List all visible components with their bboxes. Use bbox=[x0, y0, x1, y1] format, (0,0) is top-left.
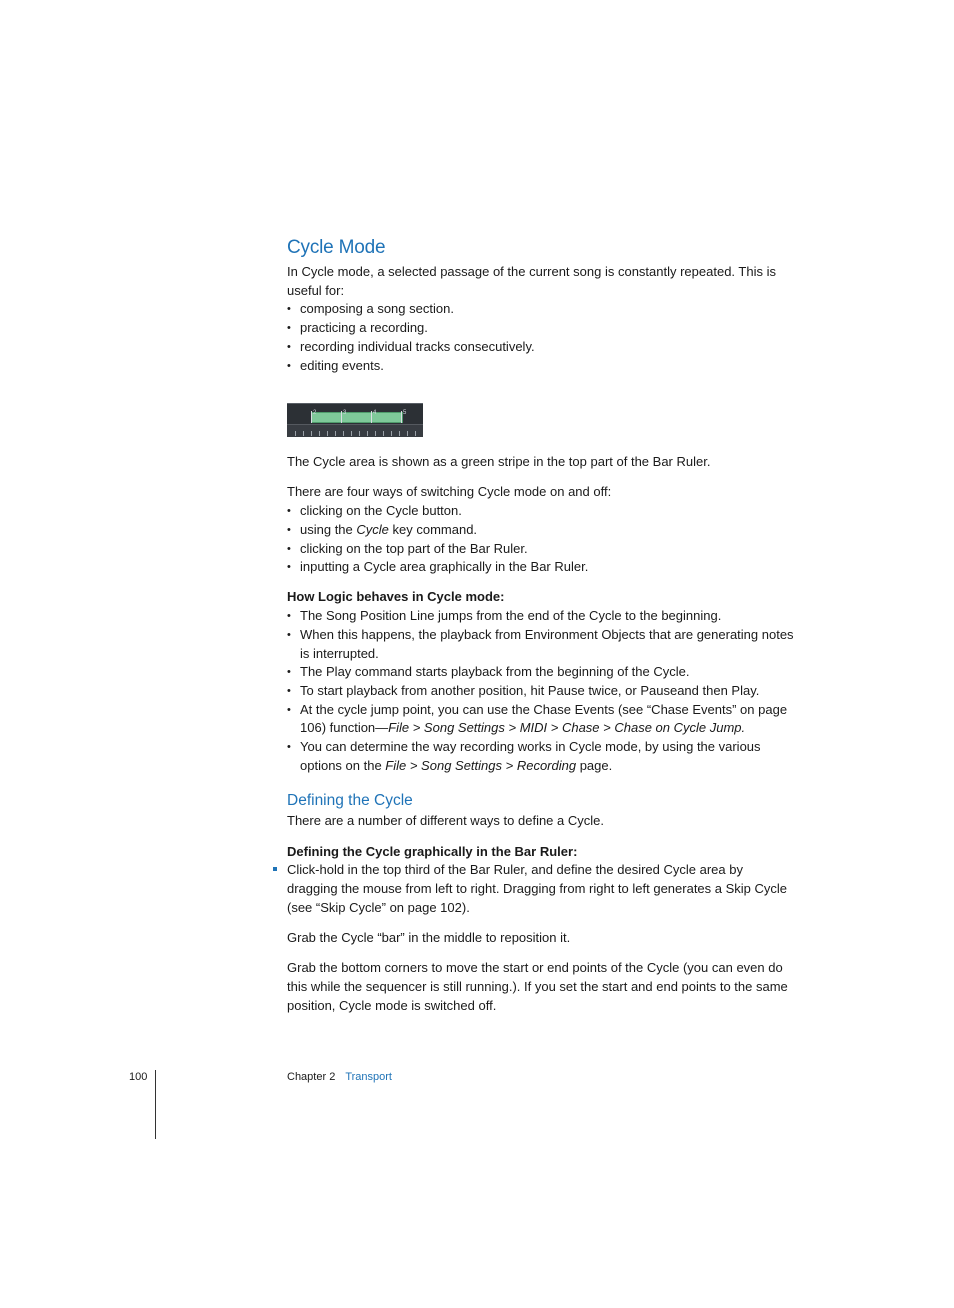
behaves-heading: How Logic behaves in Cycle mode: bbox=[287, 589, 505, 605]
list-item: • The Play command starts playback from the beginning of the Cycle. bbox=[287, 663, 797, 682]
list-item: • editing events. bbox=[287, 357, 797, 376]
step-item: Click-hold in the top third of the Bar Ruler, and define the desired Cycle area by dragging the mouse from left to right. Dragging from right to left generates a Skip Cycle (see “Skip Cycle” on page 102). bbox=[287, 861, 797, 917]
list-item: • using the Cycle key command. bbox=[287, 521, 797, 540]
footer-divider bbox=[155, 1070, 156, 1139]
list-item: • clicking on the Cycle button. bbox=[287, 502, 797, 521]
list-item: • recording individual tracks consecutively. bbox=[287, 338, 797, 357]
list-item: • You can determine the way recording works in Cycle mode, by using the various options on the File > Song Settings > Recording page. bbox=[287, 738, 797, 775]
cycle-area-paragraph: The Cycle area is shown as a green stripe in the top part of the Bar Ruler. bbox=[287, 454, 711, 470]
ruler-bottom-strip bbox=[287, 424, 423, 437]
graphic-heading: Defining the Cycle graphically in the Bar Ruler: bbox=[287, 843, 578, 859]
bar-tick bbox=[341, 411, 342, 423]
chapter-label: Chapter 2 bbox=[287, 1071, 336, 1083]
list-item: • At the cycle jump point, you can use the Chase Events (see “Chase Events” on page 106) function—File > Song Settings > MIDI > Chase > Chase on Cycle Jump. bbox=[287, 701, 797, 738]
intro-paragraph: In Cycle mode, a selected passage of the current song is constantly repeated. This is useful for: bbox=[287, 264, 776, 298]
bar-number: 3 bbox=[343, 410, 347, 417]
bar-number: 4 bbox=[373, 410, 377, 417]
list-item: • The Song Position Line jumps from the end of the Cycle to the beginning. bbox=[287, 607, 797, 626]
graphic-steps bbox=[287, 861, 797, 917]
bar-tick bbox=[311, 411, 312, 423]
list-item: • composing a song section. bbox=[287, 300, 797, 319]
section-title: Cycle Mode bbox=[287, 237, 386, 258]
footer-chapter bbox=[287, 1071, 392, 1083]
cycle-area bbox=[311, 412, 403, 423]
list-item: • practicing a recording. bbox=[287, 319, 797, 338]
bar-number: 5 bbox=[403, 410, 407, 417]
page-content bbox=[287, 236, 797, 1015]
page-number: 100 bbox=[129, 1071, 148, 1083]
grab-bar-paragraph: Grab the Cycle “bar” in the middle to reposition it. bbox=[287, 929, 571, 945]
ways-intro: There are four ways of switching Cycle mode on and off: bbox=[287, 484, 612, 500]
list-item: • clicking on the top part of the Bar Ruler. bbox=[287, 540, 797, 559]
subsection-title: Defining the Cycle bbox=[287, 792, 413, 810]
list-item: • To start playback from another position, hit Pause twice, or Pauseand then Play. bbox=[287, 682, 797, 701]
uses-list bbox=[287, 300, 797, 375]
bar-tick bbox=[371, 411, 372, 423]
grab-corners-paragraph: Grab the bottom corners to move the start or end points of the Cycle (you can even do this while the sequencer is still running.). If you set the start and end points to the same position, Cycle mode is switched off. bbox=[287, 960, 788, 1013]
chapter-title-link[interactable]: Transport bbox=[345, 1071, 392, 1083]
subsection-intro: There are a number of different ways to define a Cycle. bbox=[287, 813, 604, 829]
bar-number: 2 bbox=[313, 410, 317, 417]
bar-tick bbox=[401, 411, 402, 423]
ways-list bbox=[287, 502, 797, 577]
list-item: • When this happens, the playback from Environment Objects that are generating notes is interrupted. bbox=[287, 626, 797, 663]
list-item: • inputting a Cycle area graphically in the Bar Ruler. bbox=[287, 558, 797, 577]
bar-ruler-image bbox=[287, 403, 423, 437]
behaviors-list bbox=[287, 607, 797, 775]
